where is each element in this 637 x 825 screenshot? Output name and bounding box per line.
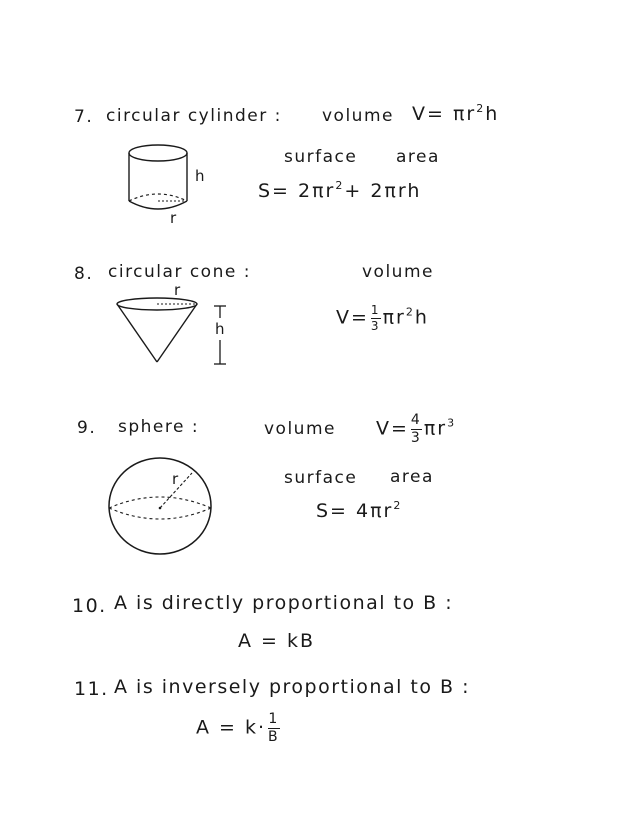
item-7-area-label: area bbox=[396, 147, 440, 167]
item-9-volume-exp: 3 bbox=[447, 416, 457, 430]
item-10-number: 10. bbox=[72, 595, 107, 617]
item-8-volume-formula bbox=[336, 304, 429, 332]
item-9-surface-formula bbox=[316, 499, 403, 522]
cone-figure bbox=[112, 282, 242, 372]
cylinder-radius-label: r bbox=[170, 209, 177, 227]
sphere-figure bbox=[104, 456, 216, 558]
item-9-number: 9. bbox=[77, 418, 97, 438]
item-7-name: circular cylinder : bbox=[106, 106, 282, 126]
sphere-outline bbox=[109, 458, 211, 554]
item-9-fraction-num: 4 bbox=[410, 412, 422, 428]
item-9-surface-lhs: S= 4πr bbox=[316, 500, 394, 522]
item-8-volume-lhs: V= bbox=[336, 306, 369, 329]
item-11-fraction-num: 1 bbox=[268, 711, 280, 727]
item-8-fraction-num: 1 bbox=[370, 303, 381, 317]
cylinder-bottom-front bbox=[129, 201, 187, 209]
cone-radius-label: r bbox=[174, 281, 181, 299]
item-11-fraction-den: B bbox=[268, 728, 280, 745]
cylinder-top-ellipse bbox=[129, 145, 187, 161]
item-11-formula-lhs: A = k· bbox=[196, 716, 267, 739]
cylinder-height-label: h bbox=[195, 167, 205, 185]
cone-height-label: h bbox=[215, 320, 225, 338]
cone-right-side bbox=[157, 304, 197, 362]
item-11-number: 11. bbox=[74, 678, 109, 700]
item-10-statement: A is directly proportional to B : bbox=[114, 592, 454, 614]
item-11-statement: A is inversely proportional to B : bbox=[114, 676, 470, 698]
item-9-fraction-den: 3 bbox=[410, 429, 422, 446]
item-8-volume-label: volume bbox=[362, 262, 434, 282]
item-9-name: sphere : bbox=[118, 417, 200, 437]
sphere-radius-label: r bbox=[172, 470, 179, 488]
item-7-number: 7. bbox=[74, 107, 94, 127]
item-9-volume-formula bbox=[376, 413, 456, 445]
item-8-fraction-den: 3 bbox=[370, 318, 381, 333]
item-7-surface-label: surface bbox=[284, 147, 358, 167]
item-8-volume-fraction bbox=[371, 304, 381, 332]
sphere-equator-back bbox=[109, 497, 211, 508]
item-7-volume-rhs: h bbox=[485, 103, 500, 125]
item-9-volume-lhs: V= bbox=[376, 417, 409, 440]
cylinder-figure bbox=[120, 135, 220, 230]
item-9-surface-exp: 2 bbox=[393, 499, 403, 512]
item-9-volume-label: volume bbox=[264, 419, 336, 439]
item-7-volume-lhs: V= πr bbox=[412, 103, 477, 125]
item-9-surface-label: surface bbox=[284, 468, 358, 488]
item-7-surface-exp: 2 bbox=[335, 179, 345, 192]
item-8-volume-exp: 2 bbox=[405, 305, 415, 319]
item-11-fraction bbox=[268, 712, 280, 744]
item-8-number: 8. bbox=[74, 264, 94, 284]
item-9-area-label: area bbox=[390, 467, 434, 487]
item-7-surface-rhs: + 2πrh bbox=[344, 180, 422, 202]
item-9-volume-mid: πr bbox=[423, 417, 448, 440]
item-7-surface-lhs: S= 2πr bbox=[258, 180, 336, 202]
item-9-volume-fraction bbox=[411, 413, 422, 445]
cylinder-bottom-back bbox=[129, 194, 187, 201]
item-11-formula bbox=[196, 712, 282, 744]
item-7-surface-formula bbox=[258, 179, 422, 202]
item-10-formula: A = kB bbox=[238, 630, 316, 652]
item-8-volume-mid: πr bbox=[382, 306, 406, 329]
sphere-equator-front bbox=[109, 508, 211, 519]
item-7-volume-exp: 2 bbox=[476, 102, 486, 115]
item-8-name: circular cone : bbox=[108, 262, 251, 282]
cone-left-side bbox=[117, 304, 157, 362]
item-7-volume-label: volume bbox=[322, 106, 394, 126]
item-8-volume-rhs: h bbox=[414, 306, 429, 329]
item-7-volume-formula bbox=[412, 102, 500, 125]
